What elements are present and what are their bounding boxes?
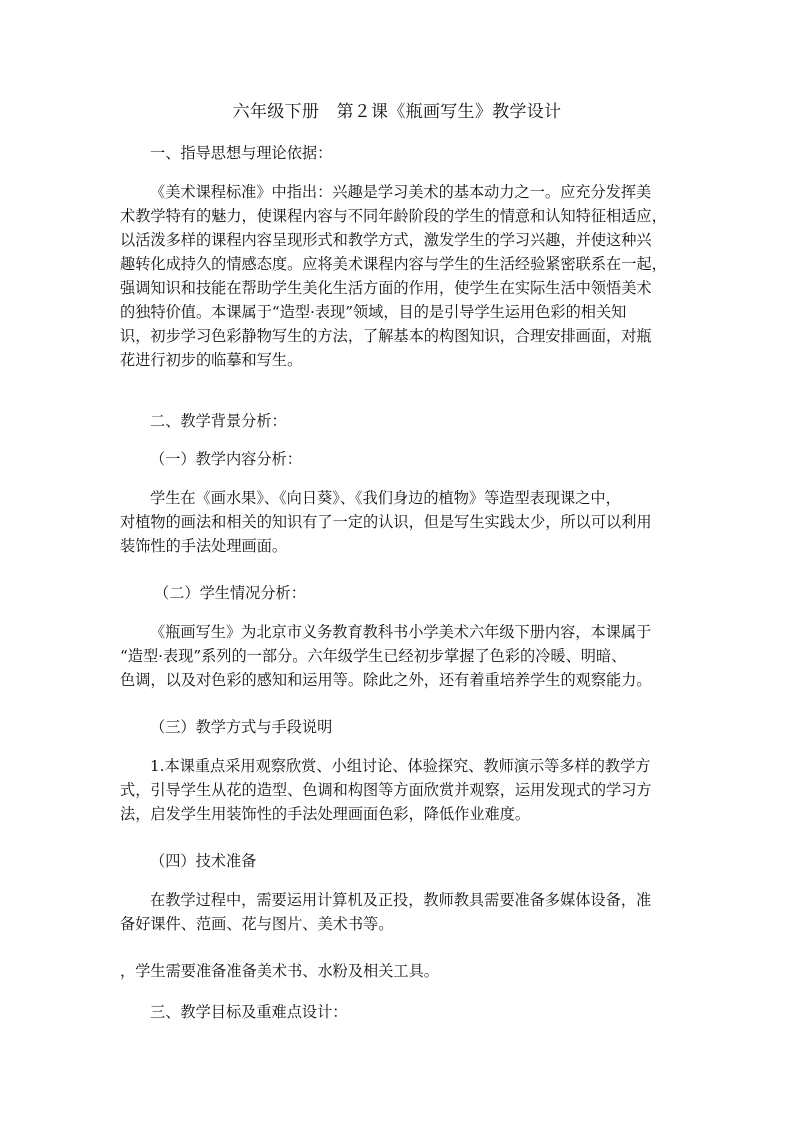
text-line: 花进行初步的临摹和写生。 (120, 351, 303, 369)
text-line: 强调知识和技能在帮助学生美化生活方面的作用，使学生在实际生活中领悟美术 (120, 279, 652, 297)
section-heading-2: 二、教学背景分析： (150, 412, 287, 430)
text-line: 的独特价值。本课属于“造型·表现”领域，目的是引导学生运用色彩的相关知 (120, 303, 627, 321)
paragraph-student-prep: ，学生需要准备准备美术书、水粉及相关工具。 (120, 962, 439, 980)
text-line: 装饰性的手法处理画面。 (120, 537, 288, 555)
subsection-heading-methods: （三）教学方式与手段说明 (150, 718, 333, 736)
text-line: “造型·表现”系列的一部分。六年级学生已经初步掌握了色彩的冷暖、明暗、 (120, 647, 627, 665)
text-line: 式，引导学生从花的造型、色调和构图等方面欣赏并观察，运用发现式的学习方 (120, 781, 652, 799)
section-heading-3: 三、教学目标及重难点设计： (150, 1003, 348, 1021)
subsection-heading-students: （二）学生情况分析： (154, 584, 306, 602)
text-line: 在教学过程中，需要运用计算机及正投，教师教具需要准备多媒体设备，准 (150, 891, 652, 909)
subsection-heading-content: （一）教学内容分析： (150, 450, 302, 468)
paragraph-tech-prep (120, 888, 685, 936)
text-line: 《瓶画写生》为北京市义务教育教科书小学美术六年级下册内容，本课属于 (150, 623, 652, 641)
text-line: 学生在《画水果》、《向日葵》、《我们身边的植物》等造型表现课之中， (150, 489, 621, 507)
text-line: 趣转化成持久的情感态度。应将美术课程内容与学生的生活经验紧密联系在一起， (120, 255, 667, 273)
paragraph-student-analysis (120, 620, 685, 692)
text-line: 《美术课程标准》中指出：兴趣是学习美术的基本动力之一。应充分发挥美 (150, 183, 652, 201)
paragraph-teaching-methods (120, 754, 685, 826)
text-line: 术教学特有的魅力，使课程内容与不同年龄阶段的学生的情意和认知特征相适应， (120, 207, 667, 225)
section-heading-1: 一、指导思想与理论依据： (150, 144, 333, 162)
text-line: 以活泼多样的课程内容呈现形式和教学方式，激发学生的学习兴趣，并使这种兴 (120, 231, 652, 249)
paragraph-content-analysis (120, 486, 685, 558)
paragraph-guiding-theory (120, 180, 685, 372)
subsection-heading-tech: （四）技术准备 (150, 852, 257, 870)
document-title: 六年级下册 第２课《瓶画写生》教学设计 (232, 102, 562, 122)
text-line: 色调，以及对色彩的感知和运用等。除此之外，还有着重培养学生的观察能力。 (120, 671, 652, 689)
text-line: 法，启发学生用装饰性的手法处理画面色彩，降低作业难度。 (120, 805, 531, 823)
text-line: 备好课件、范画、花与图片、美术书等。 (120, 915, 394, 933)
text-line: 1.本课重点采用观察欣赏、小组讨论、体验探究、教师演示等多样的教学方 (150, 757, 651, 775)
text-line: 对植物的画法和相关的知识有了一定的认识，但是写生实践太少，所以可以利用 (120, 513, 652, 531)
text-line: 识，初步学习色彩静物写生的方法，了解基本的构图知识，合理安排画面，对瓶 (120, 327, 652, 345)
